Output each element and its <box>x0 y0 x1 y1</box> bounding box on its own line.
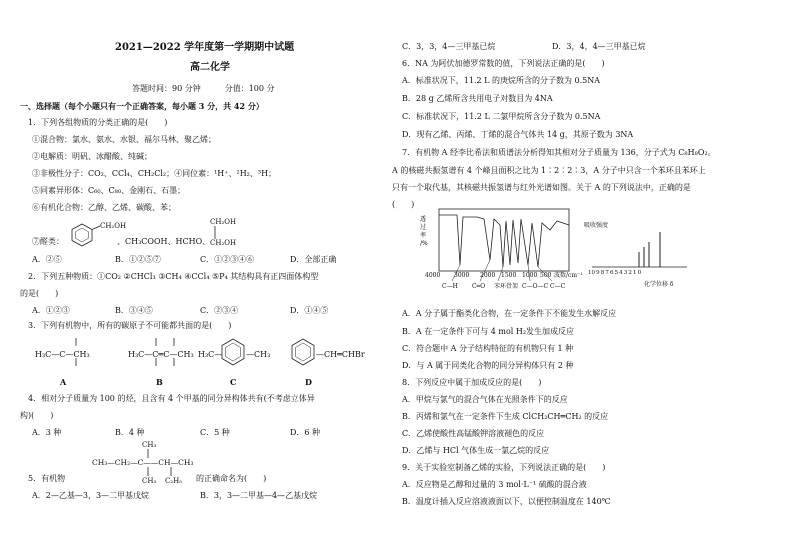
q1-option-d: D．全部正确 <box>290 255 337 264</box>
structure-a-formula: H₃C—C—CH₃ <box>35 350 90 359</box>
q5-option-c: C．3，3，4—三甲基已烷 <box>402 42 496 51</box>
benzene-ring-icon <box>218 336 248 368</box>
q1-line7-prefix: ⑦醛类： <box>32 237 64 246</box>
q8-option-c: C．乙烯使酸性高锰酸钾溶液褪色的反应 <box>402 429 545 438</box>
q7-line: 7．有机物 A 经李比希法和质谱法分析得知其相对分子质量为 136，分子式为 C₈H₈O₂。 <box>402 148 716 157</box>
q2-option-d: D．①④⑤ <box>290 306 329 315</box>
q5-formula-main: CH₃—CH₂—C——CH—CH₃ <box>92 458 194 467</box>
q1-line: ⑥有机化合物：乙醇、乙烯、碳酸、苯； <box>32 203 176 212</box>
q6-option-b: B．28 g 乙烯所含共用电子对数目为 4NA <box>402 94 553 103</box>
ir-ylabel-4: /% <box>420 240 428 247</box>
structure-c-label: C <box>230 377 237 387</box>
exam-title: 2021—2022 学年度第一学期期中试题 <box>115 42 295 53</box>
q5-option-d: D．3，4，4—三甲基已烷 <box>552 42 646 51</box>
ir-ylabel-1: 透 <box>420 216 427 223</box>
q4-option-a: A．3 种 <box>32 428 62 437</box>
nmr-ylabel: 吸收强度 <box>584 222 609 229</box>
ir-tick: 1500 <box>501 272 517 279</box>
structure-b-label: B <box>156 377 163 387</box>
benzyl-group-label: CH₂OH <box>100 222 127 230</box>
q4-stem-cont: 构)( ) <box>20 411 54 420</box>
q9-stem: 9．关于实验室制备乙烯的实验，下列说法正确的是( ) <box>402 463 606 472</box>
q6-stem: 6．NA 为阿伏加德罗常数的值，下列说法正确的是( ) <box>402 59 605 68</box>
ir-band-label: C═O <box>472 283 486 290</box>
ir-tick: 3000 <box>454 272 470 279</box>
benzene-ring-icon <box>288 336 318 368</box>
nmr-xlabel: 化学位移 δ <box>644 281 674 288</box>
q5-formula-top: CH₃ <box>142 441 157 449</box>
q7-option-a: A．A 分子属于酯类化合物，在一定条件下不能发生水解反应 <box>402 309 617 318</box>
q8-option-b: B．丙烯和氯气在一定条件下生成 ClCH₂CH═CH₂ 的反应 <box>402 412 609 421</box>
q2-stem: 2．下列五种物质：①CO₂ ②CHCl₃ ③CH₄ ④CCl₄ ⑤P₄ 其结构具有正四面体构型 <box>28 272 319 281</box>
ir-ylabel-2: 过 <box>420 224 427 231</box>
ir-band-label: 苯环骨架 <box>494 283 519 290</box>
q7-option-c: C．符合题中 A 分子结构特征的有机物只有 1 种 <box>402 344 574 353</box>
q9-option-a: A．反应物是乙醇和过量的 3 mol·L⁻¹ 硫酸的混合液 <box>402 480 587 489</box>
q6-option-c: C．标准状况下，11.2 L 二氯甲烷所含分子数为 0.5NA <box>402 112 601 121</box>
structure-c-left: H₃C— <box>198 350 223 359</box>
ir-unit: 波数/cm⁻¹ <box>554 272 583 279</box>
q1-line: ①混合物：氯水、氨水、水银、福尔马林、聚乙烯； <box>32 135 216 144</box>
q5-stem: 5．有机物 <box>28 474 66 483</box>
q1-line: ③非极性分子：CO₂、CCl₄、CH₂Cl₂；④同位素：¹H⁺、²H₂、³H； <box>32 169 277 178</box>
glycol-bottom: CH₂OH <box>210 239 237 247</box>
q5-stem-tail: 的正确命名为( ) <box>196 474 267 483</box>
ir-band-label: C—O—C <box>522 283 549 290</box>
structure-d-formula: —CH═CHBr <box>316 350 365 359</box>
ir-tick: 1000 <box>522 272 538 279</box>
q9-option-b: B．温度计插入反应溶液液面以下，以便控制温度在 140℃ <box>402 497 611 506</box>
structure-c-right: —CH₃ <box>246 350 271 359</box>
structure-a-label: A <box>60 377 67 387</box>
ir-ylabel-3: 率 <box>420 232 427 239</box>
exam-info: 答题时间：90 分钟 分值：100 分 <box>132 84 275 93</box>
q7-option-b: B．A 在一定条件下可与 4 mol H₂发生加成反应 <box>402 327 575 336</box>
q8-stem: 8．下列反应中属于加成反应的是( ) <box>402 378 542 387</box>
q1-line: ⑤同素异形体：C₆₀、C₈₀、金刚石、石墨； <box>32 186 186 195</box>
ir-trace <box>439 215 569 267</box>
q1-option-b: B．①②⑤⑦ <box>115 255 161 264</box>
q5-option-b: B．3，3—二甲基—4—乙基戊烷 <box>200 491 318 500</box>
q4-option-c: C．5 种 <box>200 428 230 437</box>
ir-tick: 4000 <box>425 272 441 279</box>
q1-option-a: A．②⑤ <box>32 255 62 264</box>
q6-option-a: A．标准状况下，11.2 L 的庚烷所含的分子数为 0.5NA <box>402 76 601 85</box>
section-heading: 一、选择题（每个小题只有一个正确答案，每小题 3 分，共 42 分） <box>20 101 264 111</box>
q7-line: A 的核磁共振氢谱有 4 个峰且面积之比为 1∶2∶2∶3，A 分子中只含一个苯环且苯环上 <box>392 166 706 175</box>
structure-b-formula: H₃C—C═C—CH₃ <box>128 350 194 359</box>
exam-subject: 高二化学 <box>190 62 230 73</box>
q1-line7-suffix: 、CH₃COOH、HCHO、 <box>117 237 211 246</box>
q7-option-d: D．与 A 属于同类化合物的同分异构体只有 2 种 <box>402 361 574 370</box>
q7-line: 只有一个取代基，其核磁共振氢谱与红外光谱如图。关于 A 的下列说法中，正确的是 <box>392 183 691 192</box>
ir-tick: 2000 <box>480 272 496 279</box>
q5-formula-bottom1: CH₃ <box>142 477 157 485</box>
q2-option-a: A．①②③ <box>32 306 70 315</box>
q7-line: ( ) <box>392 200 415 209</box>
q3-stem: 3．下列有机物中，所有的碳原子不可能都共面的是( ) <box>28 321 232 330</box>
q2-option-c: C．②③④ <box>200 306 239 315</box>
ir-tick: 500 <box>540 272 552 279</box>
glycol-top: CH₂OH <box>210 218 237 226</box>
q6-option-d: D．现有乙烯、丙烯、丁烯的混合气体共 14 g，其原子数为 3NA <box>402 130 634 139</box>
q4-stem: 4．相对分子质量为 100 的烃，且含有 4 个甲基的同分异构体共有(不考虑立体异 <box>28 394 315 403</box>
q5-option-a: A．2—乙基—3，3—二甲基戊烷 <box>32 491 150 500</box>
q1-stem: 1．下列各组物质的分类正确的是( ) <box>28 118 168 127</box>
q4-option-d: D．6 种 <box>290 428 321 437</box>
q1-option-c: C．①②③④⑥ <box>200 255 255 264</box>
q8-option-d: D．乙烯与 HCl 气体生成一氯乙烷的反应 <box>402 446 550 455</box>
ir-band-label: C—H <box>442 283 458 290</box>
q2-stem-cont: 的是( ) <box>20 289 59 298</box>
q4-option-b: B．4 种 <box>115 428 145 437</box>
q2-option-b: B．③④⑤ <box>115 306 153 315</box>
structure-d-label: D <box>305 377 312 387</box>
q5-formula-bottom2: C₂H₅ <box>165 477 183 485</box>
q8-option-a: A．甲烷与氯气的混合气体在光照条件下的反应 <box>402 395 568 404</box>
ir-band-label: C—C <box>550 283 566 290</box>
q1-line: ②电解质：明矾、冰醋酸、纯碱； <box>32 152 152 161</box>
nmr-ticks: 10 9 8 7 6 5 4 3 2 1 0 <box>588 270 642 276</box>
